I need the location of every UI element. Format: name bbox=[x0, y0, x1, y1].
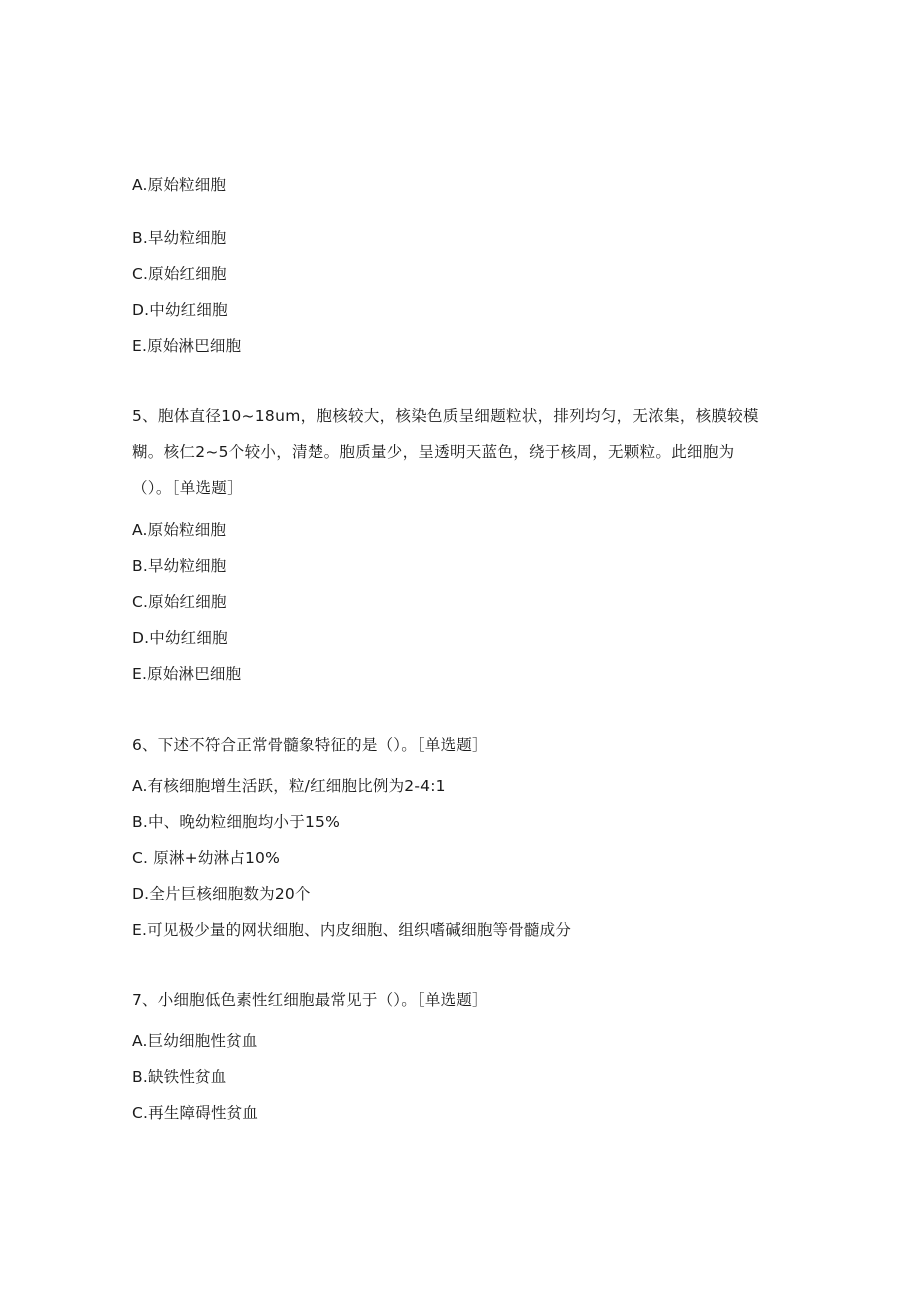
question-6-stem: 6、下述不符合正常骨髓象特征的是（）。［单选题］ bbox=[132, 736, 488, 754]
question-6-option-d: D.全片巨核细胞数为20个 bbox=[132, 885, 311, 903]
question-5-option-e: E.原始淋巴细胞 bbox=[132, 665, 242, 683]
question-7-option-a: A.巨幼细胞性贫血 bbox=[132, 1032, 258, 1050]
question-5-option-b: B.早幼粒细胞 bbox=[132, 557, 227, 575]
option-b: B.早幼粒细胞 bbox=[132, 229, 227, 247]
option-e: E.原始淋巴细胞 bbox=[132, 337, 242, 355]
question-7-option-b: B.缺铁性贫血 bbox=[132, 1068, 227, 1086]
question-5-option-d: D.中幼红细胞 bbox=[132, 629, 228, 647]
question-5-option-a: A.原始粒细胞 bbox=[132, 521, 227, 539]
question-5-stem-line-3: （）。［单选题］ bbox=[132, 479, 243, 497]
question-7-stem: 7、小细胞低色素性红细胞最常见于（）。［单选题］ bbox=[132, 991, 488, 1009]
option-d: D.中幼红细胞 bbox=[132, 301, 228, 319]
question-6-option-b: B.中、晚幼粒细胞均小于15% bbox=[132, 813, 341, 831]
option-a: A.原始粒细胞 bbox=[132, 176, 227, 194]
question-5-stem-line-2: 糊。核仁2~5个较小，清楚。胞质量少，呈透明天蓝色，绕于核周，无颗粒。此细胞为 bbox=[132, 443, 735, 461]
question-5-stem bbox=[132, 398, 792, 506]
question-6-option-a: A.有核细胞增生活跃，粒/红细胞比例为2-4:1 bbox=[132, 777, 446, 795]
option-c: C.原始红细胞 bbox=[132, 265, 227, 283]
question-5-option-c: C.原始红细胞 bbox=[132, 593, 227, 611]
question-7-option-c: C.再生障碍性贫血 bbox=[132, 1104, 259, 1122]
question-6-option-e: E.可见极少量的网状细胞、内皮细胞、组织嗜碱细胞等骨髓成分 bbox=[132, 921, 572, 939]
question-5-stem-line-1: 5、胞体直径10~18um，胞核较大，核染色质呈细题粒状，排列均匀，无浓集，核膜较模 bbox=[132, 407, 759, 425]
question-6-option-c: C. 原淋+幼淋占10% bbox=[132, 849, 281, 867]
